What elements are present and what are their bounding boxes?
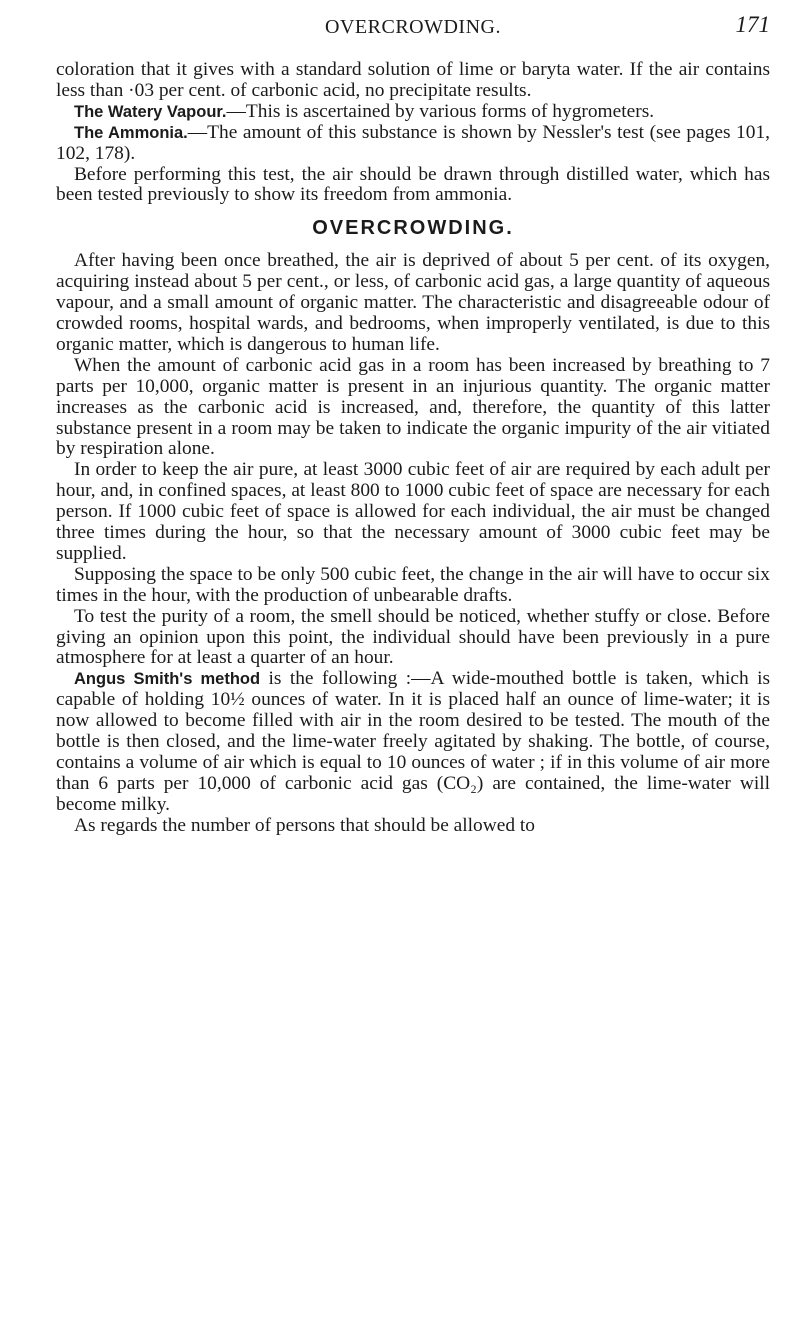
run-in-heading: The Ammonia.: [74, 123, 188, 142]
paragraph-small-space: [56, 565, 770, 607]
paragraph-text: Before performing this test, the air should be drawn through distilled water, which has been tested previously to show its freedom from ammonia.: [56, 163, 770, 206]
running-head-title: OVERCROWDING.: [325, 16, 501, 38]
paragraph-text: To test the purity of a room, the smell should be noticed, whether stuffy or close. Before giving an opinion upon this point, the individual should have been previously in a pure atmosphere for at least a quarter of an hour.: [56, 605, 770, 669]
paragraph-breathed-air: [56, 251, 770, 356]
paragraph-text: is the following :—A wide-mouthed bottle is taken, which is capable of holding 10½ ounces of water. In it is placed half an ounce of lime-water; it is now allowed to become filled with air in the room desired to be tested. The mouth of the bottle is then closed, and the lime-water freely agitated by shaking. The bottle, of course, contains a volume of air which is equal to 10 ounces of water ; if in this volume of air more than 6 parts per 10,000 of carbonic acid gas (CO₂) are contained, the lime-water will become milky.: [56, 668, 770, 815]
paragraph-text: Supposing the space to be only 500 cubic feet, the change in the air will have to occur six times in the hour, with the production of unbearable drafts.: [56, 563, 770, 606]
page-number: 171: [735, 12, 770, 37]
run-in-heading: Angus Smith's method: [74, 670, 261, 689]
paragraph-watery-vapour: [56, 102, 770, 123]
running-head: [56, 0, 770, 60]
paragraph-text: As regards the number of persons that should be allowed to: [74, 814, 535, 836]
paragraph-number-of-persons: [56, 816, 770, 837]
book-page: [56, 0, 770, 1336]
section-heading: OVERCROWDING.: [312, 217, 514, 240]
paragraph-text: When the amount of carbonic acid gas in a room has been increased by breathing to 7 parts per 10,000, organic matter is present in an injurious quantity. The organic matter increases as the carbonic acid is increased, and, therefore, the quantity of this latter substance present in a room may be taken to indicate the organic impurity of the air vitiated by respiration alone.: [56, 354, 770, 460]
paragraph-text: —This is ascertained by various forms of hygrometers.: [226, 100, 655, 122]
paragraph-text: —The amount of this substance is shown by Nessler's test (see pages 101, 102, 178).: [56, 121, 770, 164]
paragraph-text: In order to keep the air pure, at least 3000 cubic feet of air are required by each adult per hour, and, in confined spaces, at least 800 to 1000 cubic feet of space are necessary for each person. If 1000 cubic feet of space is allowed for each individual, the air must be changed three times during the hour, so that the necessary amount of 3000 cubic feet may be supplied.: [56, 459, 770, 564]
paragraph-text: coloration that it gives with a standard solution of lime or baryta water. If the air contains less than ·03 per cent. of carbonic acid, no precipitate results.: [56, 59, 770, 101]
paragraph-angus-smith: [56, 669, 770, 815]
paragraph-ammonia: [56, 123, 770, 165]
run-in-heading: The Watery Vapour.: [74, 102, 227, 121]
paragraph-carbonic-acid: [56, 356, 770, 461]
paragraph-air-requirement: [56, 460, 770, 565]
body-text: [56, 60, 770, 837]
paragraph-distilled-water: [56, 165, 770, 207]
paragraph-text: After having been once breathed, the air is deprived of about 5 per cent. of its oxygen, acquiring instead about 5 per cent., or less, of carbonic acid gas, a large quantity of aqueous vapour, and a small amount of organic matter. The characteristic and disagreeable odour of crowded rooms, hospital wards, and bedrooms, when improperly ventilated, is due to this organic matter, which is dangerous to human life.: [56, 250, 770, 355]
paragraph-purity-test: [56, 607, 770, 670]
paragraph-baryta-water: [56, 60, 770, 102]
